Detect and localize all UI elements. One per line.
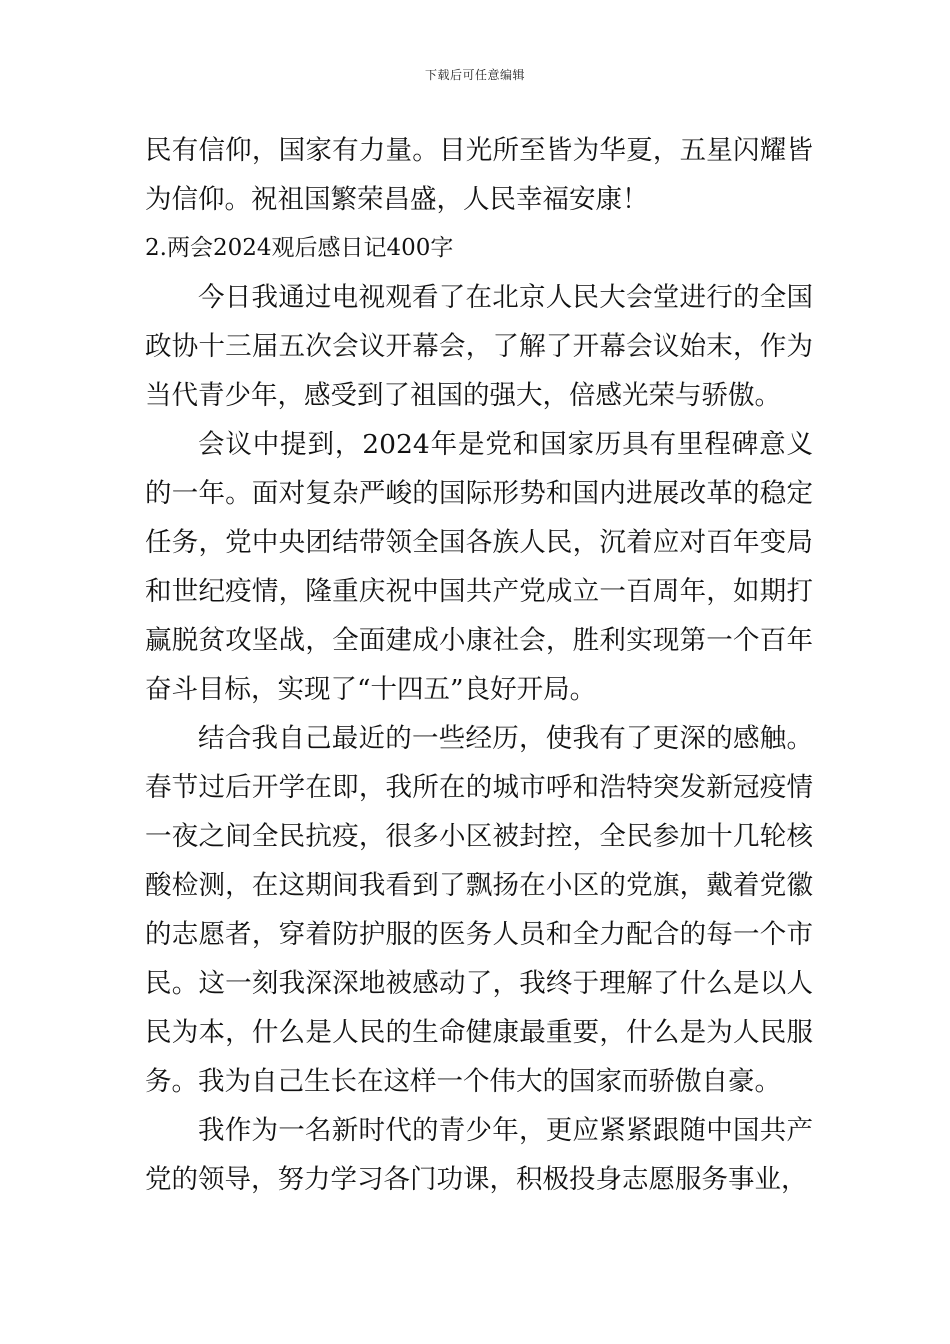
paragraph-continuation: 民有信仰，国家有力量。目光所至皆为华夏，五星闪耀皆为信仰。祝祖国繁荣昌盛，人民幸福安康！ bbox=[145, 135, 813, 215]
document-body bbox=[145, 126, 813, 1204]
paragraph-intro: 今日我通过电视观看了在北京人民大会堂进行的全国政协十三届五次会议开幕会，了解了开幕会议始末，作为当代青少年，感受到了祖国的强大，倍感光荣与骄傲。 bbox=[145, 282, 813, 411]
paragraph-experience: 结合我自己最近的一些经历，使我有了更深的感触。春节过后开学在即，我所在的城市呼和浩特突发新冠疫情一夜之间全民抗疫，很多小区被封控，全民参加十几轮核酸检测，在这期间我看到了飘扬在小区的党旗，戴着党徽的志愿者，穿着防护服的医务人员和全力配合的每一个市民。这一刻我深深地被感动了，我终于理解了什么是以人民为本，什么是人民的生命健康最重要，什么是为人民服务。我为自己生长在这样一个伟大的国家而骄傲自豪。 bbox=[145, 723, 813, 1097]
paragraph-resolution: 我作为一名新时代的青少年，更应紧紧跟随中国共产党的领导，努力学习各门功课，积极投身志愿服务事业， bbox=[145, 1115, 813, 1195]
header-note: 下载后可任意编辑 bbox=[424, 68, 525, 82]
paragraph-meeting: 会议中提到，2024年是党和国家历具有里程碑意义的一年。面对复杂严峻的国际形势和国内进展改革的稳定任务，党中央团结带领全国各族人民，沉着应对百年变局和世纪疫情，隆重庆祝中国共产党成立一百周年，如期打赢脱贫攻坚战，全面建成小康社会，胜利实现第一个百年奋斗目标，实现了“十四五”良好开局。 bbox=[145, 429, 813, 705]
section-heading: 2.两会2024观后感日记400字 bbox=[145, 235, 454, 261]
